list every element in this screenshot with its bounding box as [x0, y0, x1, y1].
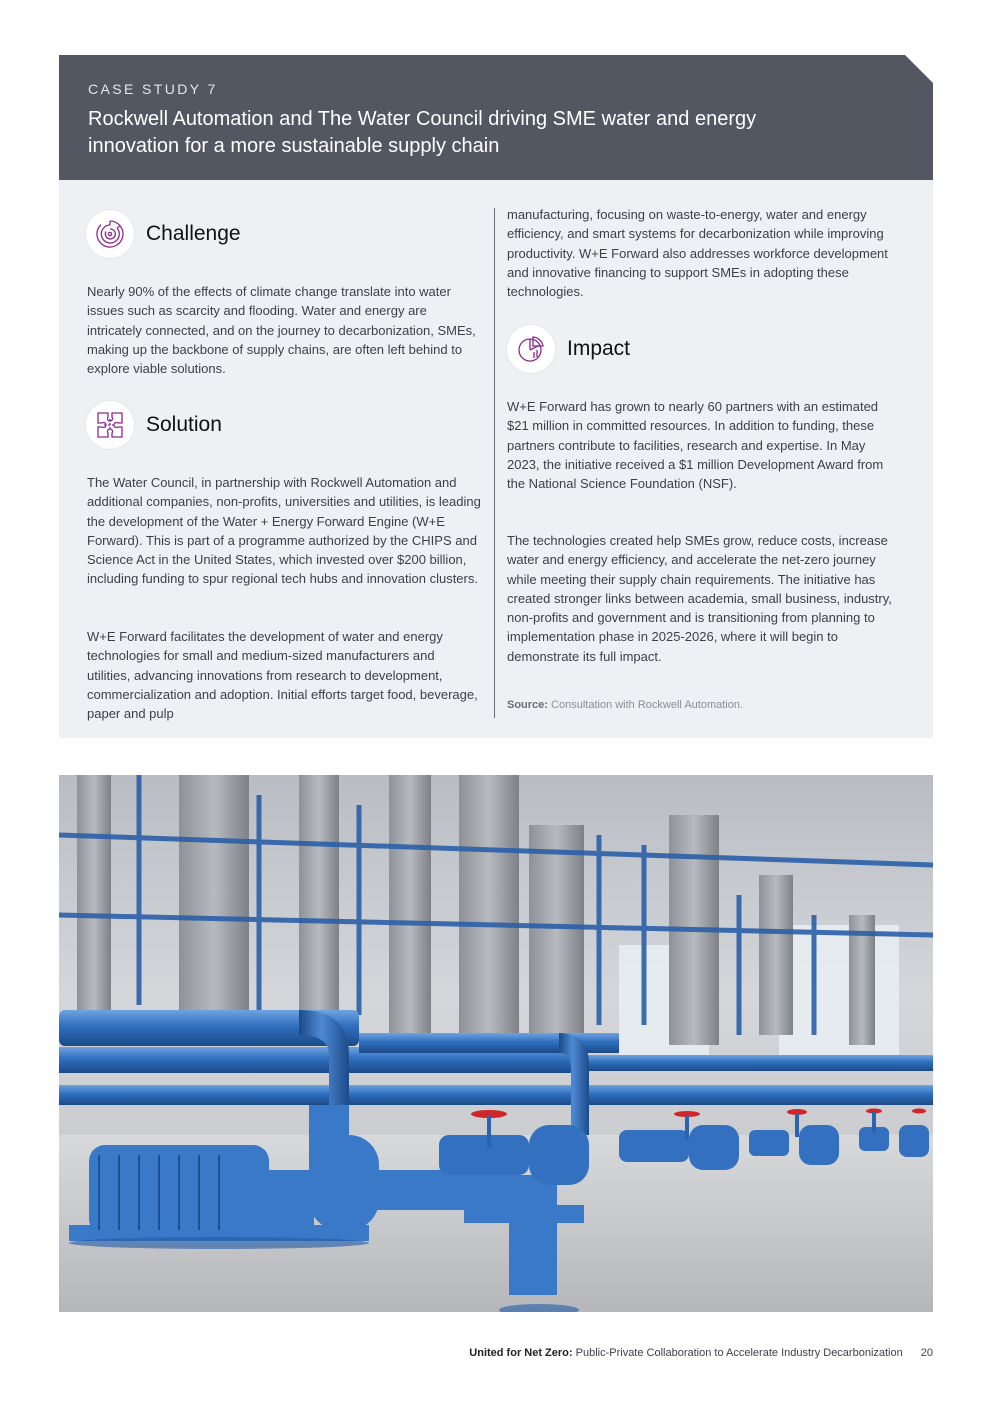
- solution-heading: [86, 401, 222, 449]
- folded-corner: [905, 55, 933, 83]
- case-study-title: Rockwell Automation and The Water Council driving SME water and energy innovation for a more sustainable supply chain: [88, 108, 757, 157]
- solution-text-1: The Water Council, in partnership with Rockwell Automation and additional companies, non-profits, universities and utilities, is leading the development of the Water + Energy Forward Engine (W+E Forward). This is part of a programme authorized by the CHIPS and Science Act in the United States, which invested over $200 billion, including funding to spur regional tech hubs and innovation clusters.: [87, 475, 481, 587]
- page-footer: [469, 1347, 933, 1359]
- impact-heading: [507, 325, 630, 373]
- pump-station-photo: [59, 775, 933, 1312]
- pie-chart-icon: [507, 325, 555, 373]
- column-divider: [494, 208, 495, 718]
- case-study-header: [59, 55, 933, 180]
- page-number: 20: [920, 1347, 933, 1359]
- report-name: [469, 1347, 902, 1359]
- impact-title: Impact: [567, 337, 631, 360]
- maze-icon: [86, 210, 134, 258]
- report-title: United for Net Zero:: [469, 1347, 573, 1359]
- solution-text-2: W+E Forward facilitates the development of water and energy technologies for small and medium-sized manufacturers and utilities, advancing innovations from research to development, commercialization and adoption. Initial efforts target food, beverage, paper and pulp: [87, 629, 478, 722]
- puzzle-icon: [86, 401, 134, 449]
- solution-title: Solution: [146, 413, 222, 436]
- solution-text-3: manufacturing, focusing on waste-to-energy, water and energy efficiency, and smart systems for decarbonization while improving productivity. W+E Forward also addresses workforce development and innovative financing to support SMEs in adopting these technologies.: [507, 207, 888, 300]
- case-study-label: CASE STUDY 7: [88, 81, 218, 97]
- impact-text-2: The technologies created help SMEs grow, reduce costs, increase water and energy efficiency, and accelerate the net-zero journey while meeting their supply chain requirements. The initiative has created stronger links between academia, small business, industry, non-profits and government and is transitioning from planning to implementation phase in 2025-2026, where it will begin to demonstrate its full impact.: [507, 533, 892, 664]
- challenge-text: Nearly 90% of the effects of climate change translate into water issues such as scarcity and flooding. Water and energy are intricately connected, and on the journey to decarbonization, SMEs, making up the backbone of supply chains, are often left behind to explore viable solutions.: [87, 284, 476, 377]
- report-subtitle: Public-Private Collaboration to Accelerate Industry Decarbonization: [575, 1347, 903, 1359]
- challenge-heading: [86, 210, 241, 258]
- source-label: Source:: [507, 699, 548, 711]
- challenge-title: Challenge: [146, 222, 241, 245]
- source-note: [507, 699, 743, 711]
- source-text: Consultation with Rockwell Automation.: [551, 699, 744, 711]
- impact-text-1: W+E Forward has grown to nearly 60 partners with an estimated $21 million in committed resources. In addition to funding, these partners contribute to facilities, research and expertise. In May 2023, the initiative received a $1 million Development Award from the National Science Foundation (NSF).: [507, 399, 884, 492]
